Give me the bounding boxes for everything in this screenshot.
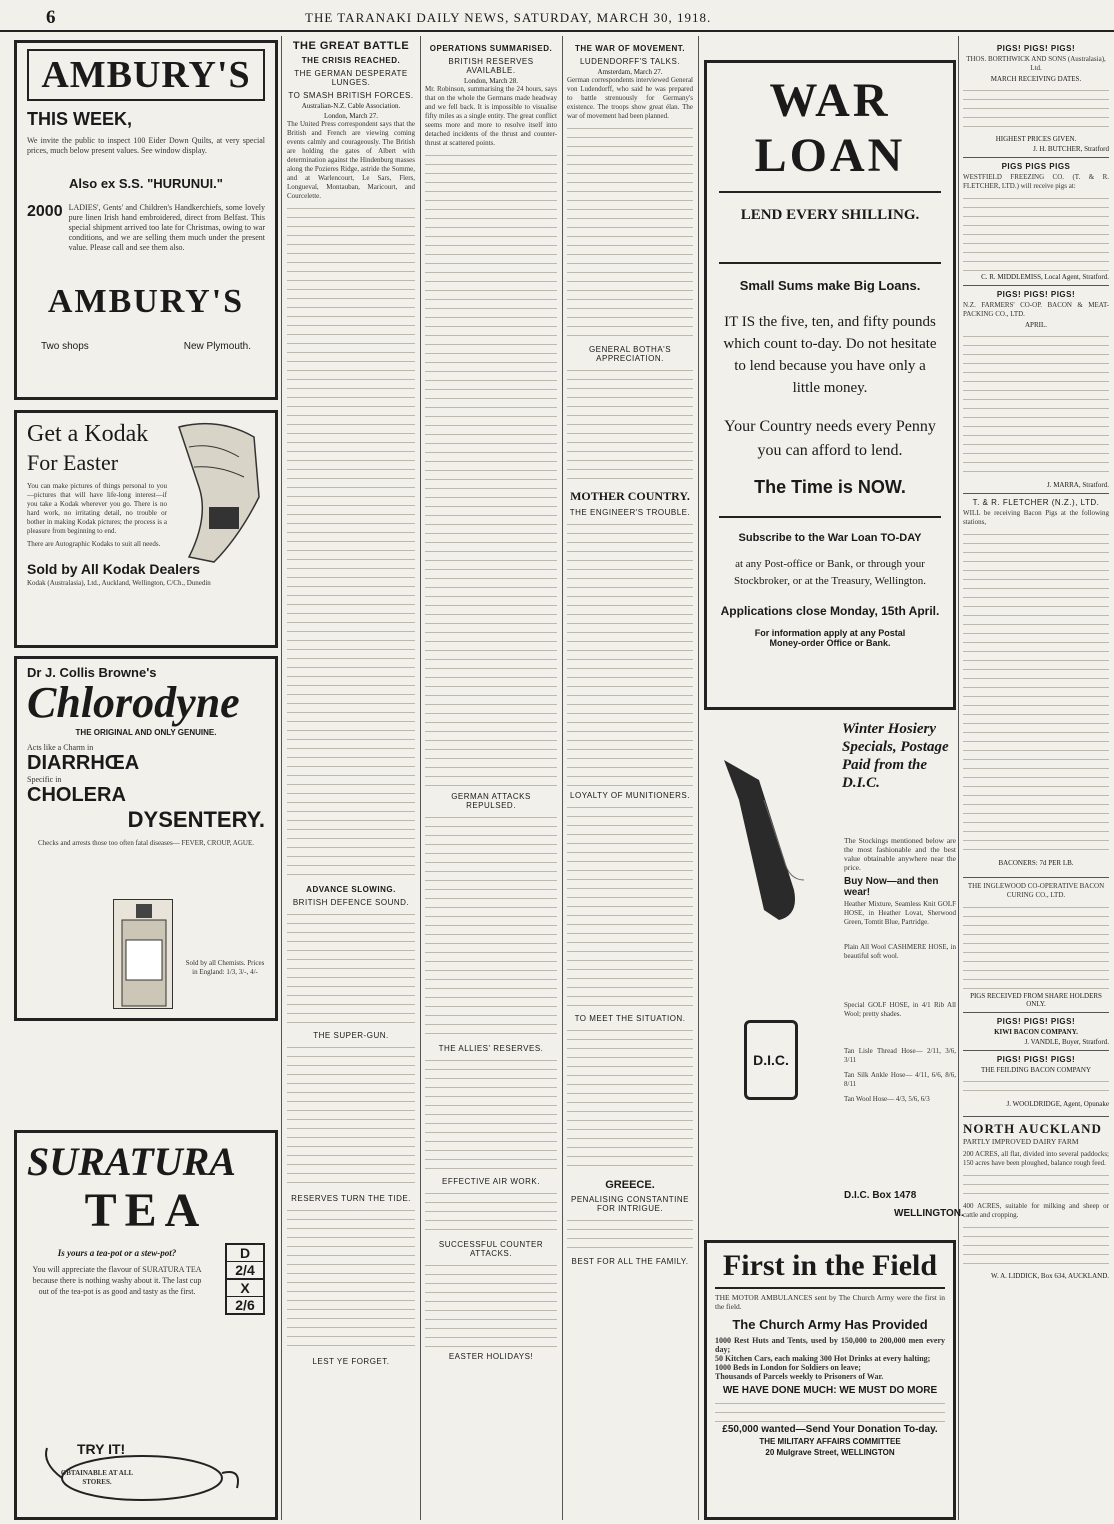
listing-lines <box>963 1220 1109 1270</box>
schedule-lines <box>963 1074 1109 1098</box>
north-auckland-200: 200 ACRES, all flat, divided into several paddocks; 150 acres have been ploughed, balance rough feed. <box>963 1150 1109 1167</box>
headline-reserves-tide: RESERVES TURN THE TIDE. <box>291 1194 411 1203</box>
chlorodyne-bottle <box>113 899 173 1009</box>
feilding-agent: J. WOOLDRIDGE, Agent, Opunake <box>1006 1100 1109 1108</box>
dic-advert <box>704 720 964 1230</box>
north-auckland-sub: PARTLY IMPROVED DAIRY FARM <box>963 1137 1079 1146</box>
church-army-advert <box>704 1240 956 1520</box>
article-text-lines <box>567 363 693 483</box>
ambury-town: New Plymouth. <box>183 341 251 352</box>
headline-botha: GENERAL BOTHA'S APPRECIATION. <box>588 345 672 363</box>
headline-easter-holidays: EASTER HOLIDAYS! <box>448 1352 534 1361</box>
dic-cta: Buy Now—and then wear! <box>844 876 939 898</box>
nz-farmers-month: APRIL. <box>1025 321 1047 329</box>
suratura-question: Is yours a tea-pot or a stew-pot? <box>57 1248 177 1258</box>
page-number: 6 <box>46 7 56 28</box>
chlorodyne-tag: THE ORIGINAL AND ONLY GENUINE. <box>75 728 217 737</box>
dateline: London, March 28. <box>463 77 519 85</box>
headline-war-movement: THE WAR OF MOVEMENT. <box>575 44 685 53</box>
article-body: Mr. Robinson, summarising the 24 hours, says that on the whole the Germans made headway and we fell back. It is impossible to visualise fifty miles as a single entity. The great conflict seems more and more to resolve itself into detached incidents of the thrust and counter-thrust at scattered points. <box>425 85 557 147</box>
kodak-address: Kodak (Australasia), Ltd., Auckland, Wellington, C/Ch., Dunedin <box>27 579 211 587</box>
suratura-body: You will appreciate the flavour of SURATURA TEA because there is nothing washy about it. The last cup out of the tea-pot is as good and tasty as the first. <box>32 1265 202 1296</box>
masthead-title: THE TARANAKI DAILY NEWS, SATURDAY, MARCH 30, 1918. <box>305 10 712 25</box>
war-loan-advert <box>704 60 956 710</box>
article-text-lines <box>425 1053 557 1173</box>
article-text-lines <box>287 1203 415 1353</box>
church-l4: Thousands of Parcels weekly to Prisoners of War. <box>715 1372 884 1381</box>
headline-operations: OPERATIONS SUMMARISED. <box>429 44 553 53</box>
dic-box: D.I.C. Box 1478 <box>844 1190 917 1201</box>
chlorodyne-checks: Checks and arrests those too often fatal diseases— FEVER, CROUP, AGUE. <box>38 839 254 847</box>
kodak-illustration <box>159 417 269 567</box>
westfield-agent: C. R. MIDDLEMISS, Local Agent, Stratford. <box>981 273 1109 281</box>
grade-d: D <box>227 1245 263 1262</box>
church-l2: 50 Kitchen Cars, each making 300 Hot Drinks at every halting; <box>715 1354 931 1363</box>
inglewood: THE INGLEWOOD CO-OPERATIVE BACON CURING CO., LTD. <box>963 877 1109 900</box>
kodak-advert <box>14 410 278 648</box>
chlorodyne-name: Chlorodyne <box>27 678 240 727</box>
headline-ludendorff: LUDENDORFF'S TALKS. <box>579 57 681 66</box>
church-l3: 1000 Beds in London for Soldiers on leave; <box>715 1363 861 1372</box>
dic-item: Tan Silk Ankle Hose— 4/11, 6/6, 8/6, 8/11 <box>844 1071 956 1088</box>
column-rule <box>958 36 959 1520</box>
ambury-also: Also ex S.S. "HURUNUI." <box>69 176 223 191</box>
war-loan-closes: Applications close Monday, 15th April. <box>720 604 940 618</box>
war-loan-subscribe: Subscribe to the War Loan TO-DAY <box>738 532 922 544</box>
article-text-lines <box>425 148 557 788</box>
suratura-advert <box>14 1130 278 1520</box>
kodak-body: You can make pictures of things personal to you—pictures that will have life-long interest—if you take a Kodak wherever you go. There is no hard work, no irritating detail, no trouble or bother in making Kodak pictures; the process is a pleasure from beginning to end. <box>27 482 167 535</box>
news-column-3 <box>425 40 557 1520</box>
headline-lest-ye-forget: LEST YE FORGET. <box>312 1357 390 1366</box>
kodak-title-1: Get a Kodak <box>27 421 149 447</box>
kodak-title-2: For Easter <box>27 450 119 475</box>
column-rule <box>281 36 282 1520</box>
ambury-shops: Two shops <box>41 341 89 352</box>
dic-item: Special GOLF HOSE, in 4/1 Rib All Wool; pretty shades. <box>844 1001 956 1018</box>
ambury-quantity: 2000 <box>27 203 63 220</box>
headline-super-gun: THE SUPER-GUN. <box>313 1031 389 1040</box>
article-text-lines <box>287 201 415 881</box>
suratura-name: SURATURA <box>27 1139 236 1184</box>
kodak-models: There are Autographic Kodaks to suit all needs. <box>27 540 161 548</box>
headline-meet-situation: TO MEET THE SITUATION. <box>574 1014 686 1023</box>
suratura-obtain: OBTAINABLE AT ALL STORES. <box>60 1469 134 1486</box>
ambury-intro: We invite the public to inspect 100 Eider Down Quilts, at very special prices, much below present values. See window display. <box>27 136 265 155</box>
grade-x-price: 2/6 <box>235 1297 255 1313</box>
listing-lines <box>963 1168 1109 1198</box>
article-text-lines <box>287 1040 415 1190</box>
fletcher-intro: WILL be receiving Bacon Pigs at the following stations, <box>963 509 1109 526</box>
headline-mother-country: MOTHER COUNTRY. <box>570 489 690 503</box>
teapot-illustration <box>37 1433 247 1503</box>
headline-advance-slowing: ADVANCE SLOWING. <box>306 885 396 894</box>
church-text-lines <box>715 1396 945 1424</box>
nz-farmers: N.Z. FARMERS' CO-OP. BACON & MEAT-PACKING CO., LTD. <box>963 301 1109 318</box>
suratura-try: TRY IT! <box>77 1441 126 1457</box>
headline-reserves-available: BRITISH RESERVES AVAILABLE. <box>448 57 534 75</box>
headline-constantine: PENALISING CONSTANTINE FOR INTRIGUE. <box>571 1195 689 1213</box>
war-loan-small-sums: Small Sums make Big Loans. <box>739 278 921 293</box>
suratura-tea: TEA <box>84 1184 208 1237</box>
dic-logo <box>744 1020 798 1100</box>
church-intro: THE MOTOR AMBULANCES sent by The Church Army were the first in the field. <box>715 1293 945 1311</box>
article-body: German correspondents interviewed General von Ludendorff, who said he was prepared to battle strenuously for Germany's existence. The troops show great élan. The war of movement had been planned. <box>567 76 693 120</box>
chlorodyne-d1: DIARRHŒA <box>27 752 140 774</box>
article-text-lines <box>287 907 415 1027</box>
headline-best-family: BEST FOR ALL THE FAMILY. <box>571 1257 689 1266</box>
church-done: WE HAVE DONE MUCH: WE MUST DO MORE <box>722 1385 938 1396</box>
chlorodyne-l1: Acts like a Charm in <box>27 743 94 752</box>
masthead <box>0 0 1114 32</box>
borthwick-prices: HIGHEST PRICES GIVEN. <box>995 135 1077 143</box>
article-text-lines <box>567 1023 693 1173</box>
headline-allies-reserves: THE ALLIES' RESERVES. <box>438 1044 544 1053</box>
column-rule <box>420 36 421 1520</box>
war-loan-info: For information apply at any Postal Money-order Office or Bank. <box>754 628 906 648</box>
nz-farmers-agent: J. MARRA, Stratford. <box>1046 481 1109 489</box>
pigs-header: PIGS! PIGS! PIGS! <box>963 285 1109 299</box>
article-body: The United Press correspondent says that the British and French are viewing coming events calmly and courageously. The British are holding the gates of Albert with determination against the Hindenburg masses along the Pozieres Ridge, astride the Somme, and at Warlencourt, Le Sars, Flers, Longueval, Montauban, Maricourt, and Courcelette. <box>287 120 415 200</box>
news-column-2 <box>287 40 415 1520</box>
ambury-body: LADIES', Gents' and Children's Handkerchiefs, some lovely pure linen Irish hand embroidered, direct from Belfast. This special shipment arrived too late for Christmas, owing to war conditions, and we are selling them much under the present value. Please call and see them also. <box>68 203 265 252</box>
headline-great-battle: THE GREAT BATTLE <box>292 40 410 52</box>
article-text-lines <box>567 1213 693 1253</box>
column-rule <box>698 36 699 1520</box>
chlorodyne-d2: CHOLERA <box>27 784 126 806</box>
grade-x: X <box>227 1280 263 1297</box>
dateline: London, March 27. <box>323 112 379 120</box>
kodak-dealers: Sold by All Kodak Dealers <box>27 561 200 577</box>
headline-greece: GREECE. <box>605 1179 655 1191</box>
church-title: First in the Field <box>715 1249 945 1289</box>
church-provided: The Church Army Has Provided <box>732 1317 928 1332</box>
stocking-illustration <box>704 740 829 940</box>
dic-intro: The Stockings mentioned below are the most fashionable and the best value obtainable anywhere near the price. <box>844 836 956 872</box>
article-text-lines <box>567 800 693 1010</box>
grade-d-price: 2/4 <box>227 1262 263 1280</box>
fletcher: T. & R. FLETCHER (N.Z.), LTD. <box>963 493 1109 507</box>
headline-british-defence: BRITISH DEFENCE SOUND. <box>292 898 410 907</box>
headline-air-work: EFFECTIVE AIR WORK. <box>442 1177 540 1186</box>
north-auckland-400: 400 ACRES, suitable for milking and sheep or cattle and cropping. <box>963 1202 1109 1219</box>
kiwi-buyer: J. VANDLE, Buyer, Stratford. <box>1024 1038 1109 1046</box>
pigs-header: PIGS! PIGS! PIGS! <box>963 1012 1109 1026</box>
article-text-lines <box>567 121 693 341</box>
ambury-this-week: THIS WEEK, <box>27 109 133 129</box>
chlorodyne-d3: DYSENTERY. <box>127 807 265 832</box>
pigs-column <box>963 40 1109 1520</box>
schedule-lines <box>963 191 1109 271</box>
church-address: 20 Mulgrave Street, WELLINGTON <box>765 1448 895 1457</box>
ambury-title-2: AMBURY'S <box>47 283 245 320</box>
dic-item: Heather Mixture, Seamless Knit GOLF HOSE, in Heather Lovat, Sherwood Green, Tomtit Blue, Partridge. <box>844 900 956 926</box>
war-loan-where: at any Post-office or Bank, or through your Stockbroker, or at the Treasury, Wellington. <box>733 558 927 587</box>
news-column-4 <box>567 40 693 1520</box>
war-loan-p1: IT IS the five, ten, and fifty pounds which count to-day. Do not hesitate to lend because you have only a little money. <box>723 314 937 396</box>
dic-logo-text: D.I.C. <box>753 1052 789 1068</box>
dic-item: Tan Wool Hose— 4/3, 5/6, 6/3 <box>844 1095 930 1103</box>
article-text-lines <box>567 517 693 787</box>
kiwi-bacon: KIWI BACON COMPANY. <box>994 1028 1078 1036</box>
article-text-lines <box>425 810 557 1040</box>
pigs-header: PIGS! PIGS! PIGS! <box>996 44 1076 53</box>
borthwick-agent: J. H. BUTCHER, Stratford <box>1033 145 1109 153</box>
dateline: Amsterdam, March 27. <box>597 68 663 76</box>
dic-items <box>844 896 956 1104</box>
column-rule <box>562 36 563 1520</box>
westfield: WESTFIELD FREEZING CO. (T. & R. FLETCHER, LTD.) will receive pigs at: <box>963 173 1109 190</box>
headline-counter-attacks: SUCCESSFUL COUNTER ATTACKS. <box>438 1240 544 1258</box>
schedule-lines <box>963 527 1109 857</box>
dic-city: WELLINGTON. <box>894 1208 964 1219</box>
chlorodyne-l2: Specific in <box>27 775 62 784</box>
headline-attacks-repulsed: GERMAN ATTACKS REPULSED. <box>451 792 531 810</box>
schedule-lines <box>963 83 1109 133</box>
ambury-title: AMBURY'S <box>27 49 265 101</box>
war-loan-time: The Time is NOW. <box>754 477 906 497</box>
headline-engineers: THE ENGINEER'S TROUBLE. <box>569 508 691 517</box>
suratura-grades <box>225 1243 265 1315</box>
church-wanted: £50,000 wanted—Send Your Donation To-day. <box>722 1424 938 1435</box>
war-loan-title: WAR LOAN <box>719 73 941 193</box>
headline-desperate: THE GERMAN DESPERATE LUNGES. <box>294 69 408 87</box>
north-auckland-agent: W. A. LIDDICK, Box 634, AUCKLAND. <box>991 1272 1109 1280</box>
dic-item: Plain All Wool CASHMERE HOSE, in beautiful soft wool. <box>844 943 956 960</box>
inglewood-note: PIGS RECEIVED FROM SHARE HOLDERS ONLY. <box>970 992 1102 1008</box>
war-loan-lend: LEND EVERY SHILLING. <box>740 207 920 223</box>
headline-smash: TO SMASH BRITISH FORCES. <box>288 91 414 100</box>
church-committee: THE MILITARY AFFAIRS COMMITTEE <box>759 1437 901 1446</box>
schedule-lines <box>963 900 1109 990</box>
church-l1: 1000 Rest Huts and Tents, used by 150,000 to 200,000 men every day; <box>715 1336 945 1354</box>
headline-munitioners: LOYALTY OF MUNITIONERS. <box>570 791 690 800</box>
north-auckland: NORTH AUCKLAND <box>963 1116 1109 1137</box>
chlorodyne-price: Sold by all Chemists. Prices in England: 1/3, 3/-, 4/- <box>185 959 265 976</box>
dic-headline: Winter Hosiery Specials, Postage Paid from the D.I.C. <box>842 721 949 791</box>
chlorodyne-top: Dr J. Collis Browne's <box>27 665 157 680</box>
war-loan-p2: Your Country needs every Penny you can afford to lend. <box>724 418 936 459</box>
dic-item: Tan Lisle Thread Hose— 2/11, 3/6, 3/11 <box>844 1047 956 1064</box>
chlorodyne-advert <box>14 656 278 1021</box>
borthwick: THOS. BORTHWICK AND SONS (Australasia), Ltd. <box>966 55 1106 72</box>
fletcher-price: BACONERS: 7d PER LB. <box>998 859 1074 867</box>
cable-association: Australian-N.Z. Cable Association. <box>301 102 401 110</box>
article-text-lines <box>425 1186 557 1236</box>
pigs-header: PIGS PIGS PIGS <box>963 157 1109 171</box>
pigs-header: PIGS! PIGS! PIGS! <box>963 1050 1109 1064</box>
feilding-bacon: THE FEILDING BACON COMPANY <box>981 1066 1091 1074</box>
ambury-advert <box>14 40 278 400</box>
schedule-lines <box>963 329 1109 479</box>
article-text-lines <box>425 1258 557 1348</box>
borthwick-dates: MARCH RECEIVING DATES. <box>990 75 1082 83</box>
headline-crisis: THE CRISIS REACHED. <box>301 56 401 65</box>
